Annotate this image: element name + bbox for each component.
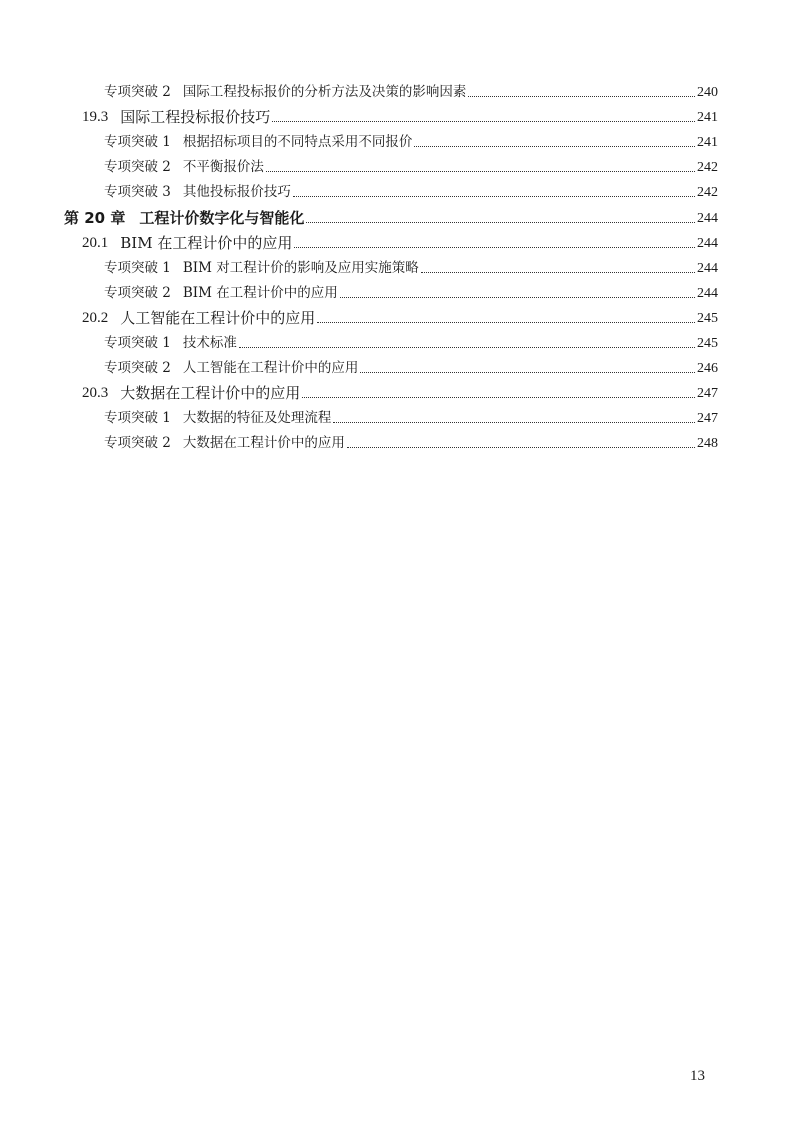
entry-title: 大数据的特征及处理流程	[182, 410, 332, 426]
toc-entry[interactable]	[0, 231, 790, 256]
toc-entry[interactable]	[0, 356, 790, 381]
dot-leader	[302, 396, 695, 398]
toc-entry[interactable]	[0, 306, 790, 331]
entry-title: 技术标准	[182, 335, 237, 351]
entry-number: 专项突破 2	[104, 159, 171, 175]
entry-number: 20.3	[82, 385, 109, 401]
toc-entry[interactable]	[0, 381, 790, 406]
dot-leader	[317, 321, 695, 323]
dot-leader	[306, 221, 695, 223]
entry-page: 245	[697, 311, 718, 326]
entry-page: 244	[697, 261, 718, 276]
entry-title: 不平衡报价法	[182, 159, 264, 175]
toc-entry[interactable]	[0, 180, 790, 205]
dot-leader	[347, 446, 695, 448]
entry-title: 国际工程投标报价的分析方法及决策的影响因素	[182, 84, 467, 100]
toc-entry[interactable]	[0, 130, 790, 155]
entry-number: 专项突破 1	[104, 134, 171, 150]
entry-title: 大数据在工程计价中的应用	[182, 435, 345, 451]
entry-page: 246	[697, 361, 718, 376]
entry-title: BIM 对工程计价的影响及应用实施策略	[182, 260, 419, 276]
entry-title: 根据招标项目的不同特点采用不同报价	[182, 134, 413, 150]
entry-number: 19.3	[82, 109, 109, 125]
entry-number: 专项突破 1	[104, 410, 171, 426]
dot-leader	[360, 371, 695, 373]
entry-title: 其他投标报价技巧	[182, 184, 291, 200]
entry-page: 241	[697, 135, 718, 150]
chapter-number: 第 20 章	[64, 209, 126, 227]
entry-number: 专项突破 1	[104, 260, 171, 276]
entry-page: 241	[697, 110, 718, 125]
entry-number: 专项突破 2	[104, 435, 171, 451]
entry-title: 国际工程投标报价技巧	[120, 108, 271, 126]
dot-leader	[340, 296, 695, 298]
dot-leader	[272, 120, 695, 122]
toc-entry[interactable]	[0, 80, 790, 105]
entry-title: 大数据在工程计价中的应用	[120, 384, 301, 402]
page-number: 13	[690, 1068, 705, 1084]
entry-title: 人工智能在工程计价中的应用	[182, 360, 359, 376]
entry-number: 专项突破 2	[104, 360, 171, 376]
entry-page: 244	[697, 211, 718, 226]
dot-leader	[266, 170, 695, 172]
entry-page: 244	[697, 236, 718, 251]
toc-entry[interactable]	[0, 406, 790, 431]
entry-number: 专项突破 2	[104, 84, 171, 100]
toc-entry[interactable]	[0, 155, 790, 180]
entry-number: 专项突破 1	[104, 335, 171, 351]
dot-leader	[414, 145, 695, 147]
entry-number: 20.1	[82, 235, 109, 251]
toc-entry[interactable]	[0, 331, 790, 356]
dot-leader	[468, 95, 695, 97]
toc-entry[interactable]	[0, 256, 790, 281]
chapter-title: 工程计价数字化与智能化	[139, 209, 305, 227]
entry-page: 247	[697, 411, 718, 426]
dot-leader	[421, 271, 695, 273]
entry-page: 242	[697, 185, 718, 200]
entry-title: BIM 在工程计价中的应用	[120, 234, 293, 252]
dot-leader	[294, 246, 695, 248]
entry-page: 245	[697, 336, 718, 351]
toc-entry[interactable]	[0, 431, 790, 456]
toc-entry[interactable]	[0, 105, 790, 130]
toc-chapter-entry[interactable]	[0, 206, 790, 231]
entry-number: 20.2	[82, 310, 109, 326]
entry-page: 242	[697, 160, 718, 175]
entry-number: 专项突破 3	[104, 184, 171, 200]
dot-leader	[239, 346, 695, 348]
entry-number: 专项突破 2	[104, 285, 171, 301]
entry-page: 240	[697, 85, 718, 100]
toc-entry[interactable]	[0, 281, 790, 306]
entry-title: BIM 在工程计价中的应用	[182, 285, 338, 301]
entry-title: 人工智能在工程计价中的应用	[120, 309, 316, 327]
dot-leader	[333, 421, 695, 423]
entry-page: 244	[697, 286, 718, 301]
entry-page: 247	[697, 386, 718, 401]
dot-leader	[293, 195, 695, 197]
entry-page: 248	[697, 436, 718, 451]
